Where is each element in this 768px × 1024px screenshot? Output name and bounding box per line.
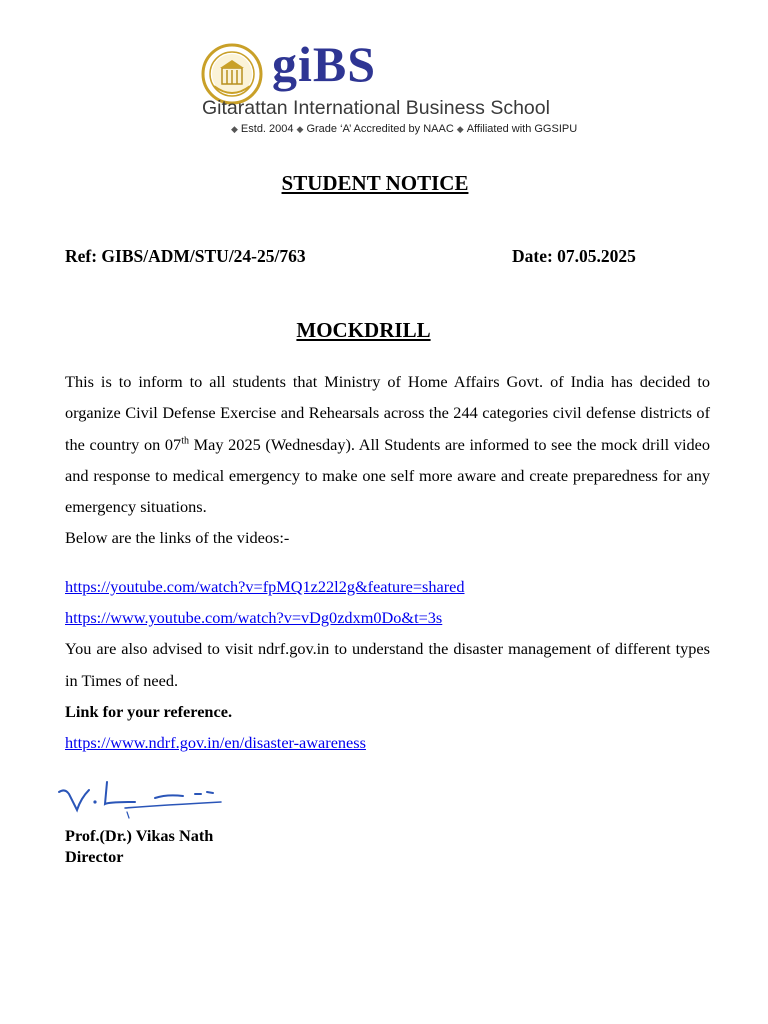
paragraph-text-continued: May 2025 (Wednesday). All Students are informed to see the mock drill video and response to medical emergency to make one self more aware and create preparedness for any emergency situations. [65, 434, 710, 517]
reference-number: Ref: GIBS/ADM/STU/24-25/763 [65, 246, 306, 266]
spacer [65, 554, 710, 571]
signatory-designation: Director [65, 847, 124, 866]
tagline-affiliation: Affiliated with GGSIPU [466, 123, 578, 135]
signatory-name: Prof.(Dr.) Vikas Nath [65, 826, 214, 845]
links-intro: Below are the links of the videos:- [65, 528, 290, 548]
youtube-link-1[interactable]: https://youtube.com/watch?v=fpMQ1z22l2g&feature=shared [65, 576, 465, 596]
link-line-3 [65, 727, 710, 758]
notice-body [65, 366, 710, 759]
diamond-icon: ◆ [296, 124, 304, 134]
brand-logo-text: giBS [272, 36, 377, 92]
notice-title: STUDENT NOTICE [281, 171, 469, 195]
link-line-2 [65, 602, 710, 633]
diamond-icon: ◆ [231, 124, 238, 134]
advice-paragraph: You are also advised to visit ndrf.gov.in to understand the disaster management of different types in Times of need. [65, 639, 710, 690]
ndrf-link[interactable]: https://www.ndrf.gov.in/en/disaster-awareness [65, 733, 366, 753]
ordinal-suffix: th [181, 435, 189, 447]
reference-label: Link for your reference. [65, 701, 233, 721]
signature-image [55, 772, 230, 822]
tagline-accreditation: Grade ‘A’ Accredited by NAAC [306, 123, 454, 135]
notice-subject: MOCKDRILL [296, 318, 431, 342]
link-line-1 [65, 571, 710, 602]
reference-line [65, 246, 705, 267]
tagline-established: Estd. 2004 [240, 123, 294, 135]
signatory-block [65, 825, 213, 867]
tagline [228, 122, 577, 136]
paragraph-text: This is to inform to all students that Ministry of Home Affairs Govt. of India has decided to organize Civil Defense Exercise and Rehearsals across the 244 categories civil defense districts of the country on 07 [65, 372, 710, 454]
notice-date: Date: 07.05.2025 [512, 246, 636, 266]
letterhead [0, 0, 768, 150]
body-paragraph [65, 366, 710, 522]
youtube-link-2[interactable]: https://www.youtube.com/watch?v=vDg0zdxm0Do&t=3s [65, 608, 443, 628]
school-name: Gitarattan International Business School [202, 97, 550, 119]
diamond-icon: ◆ [456, 124, 464, 134]
